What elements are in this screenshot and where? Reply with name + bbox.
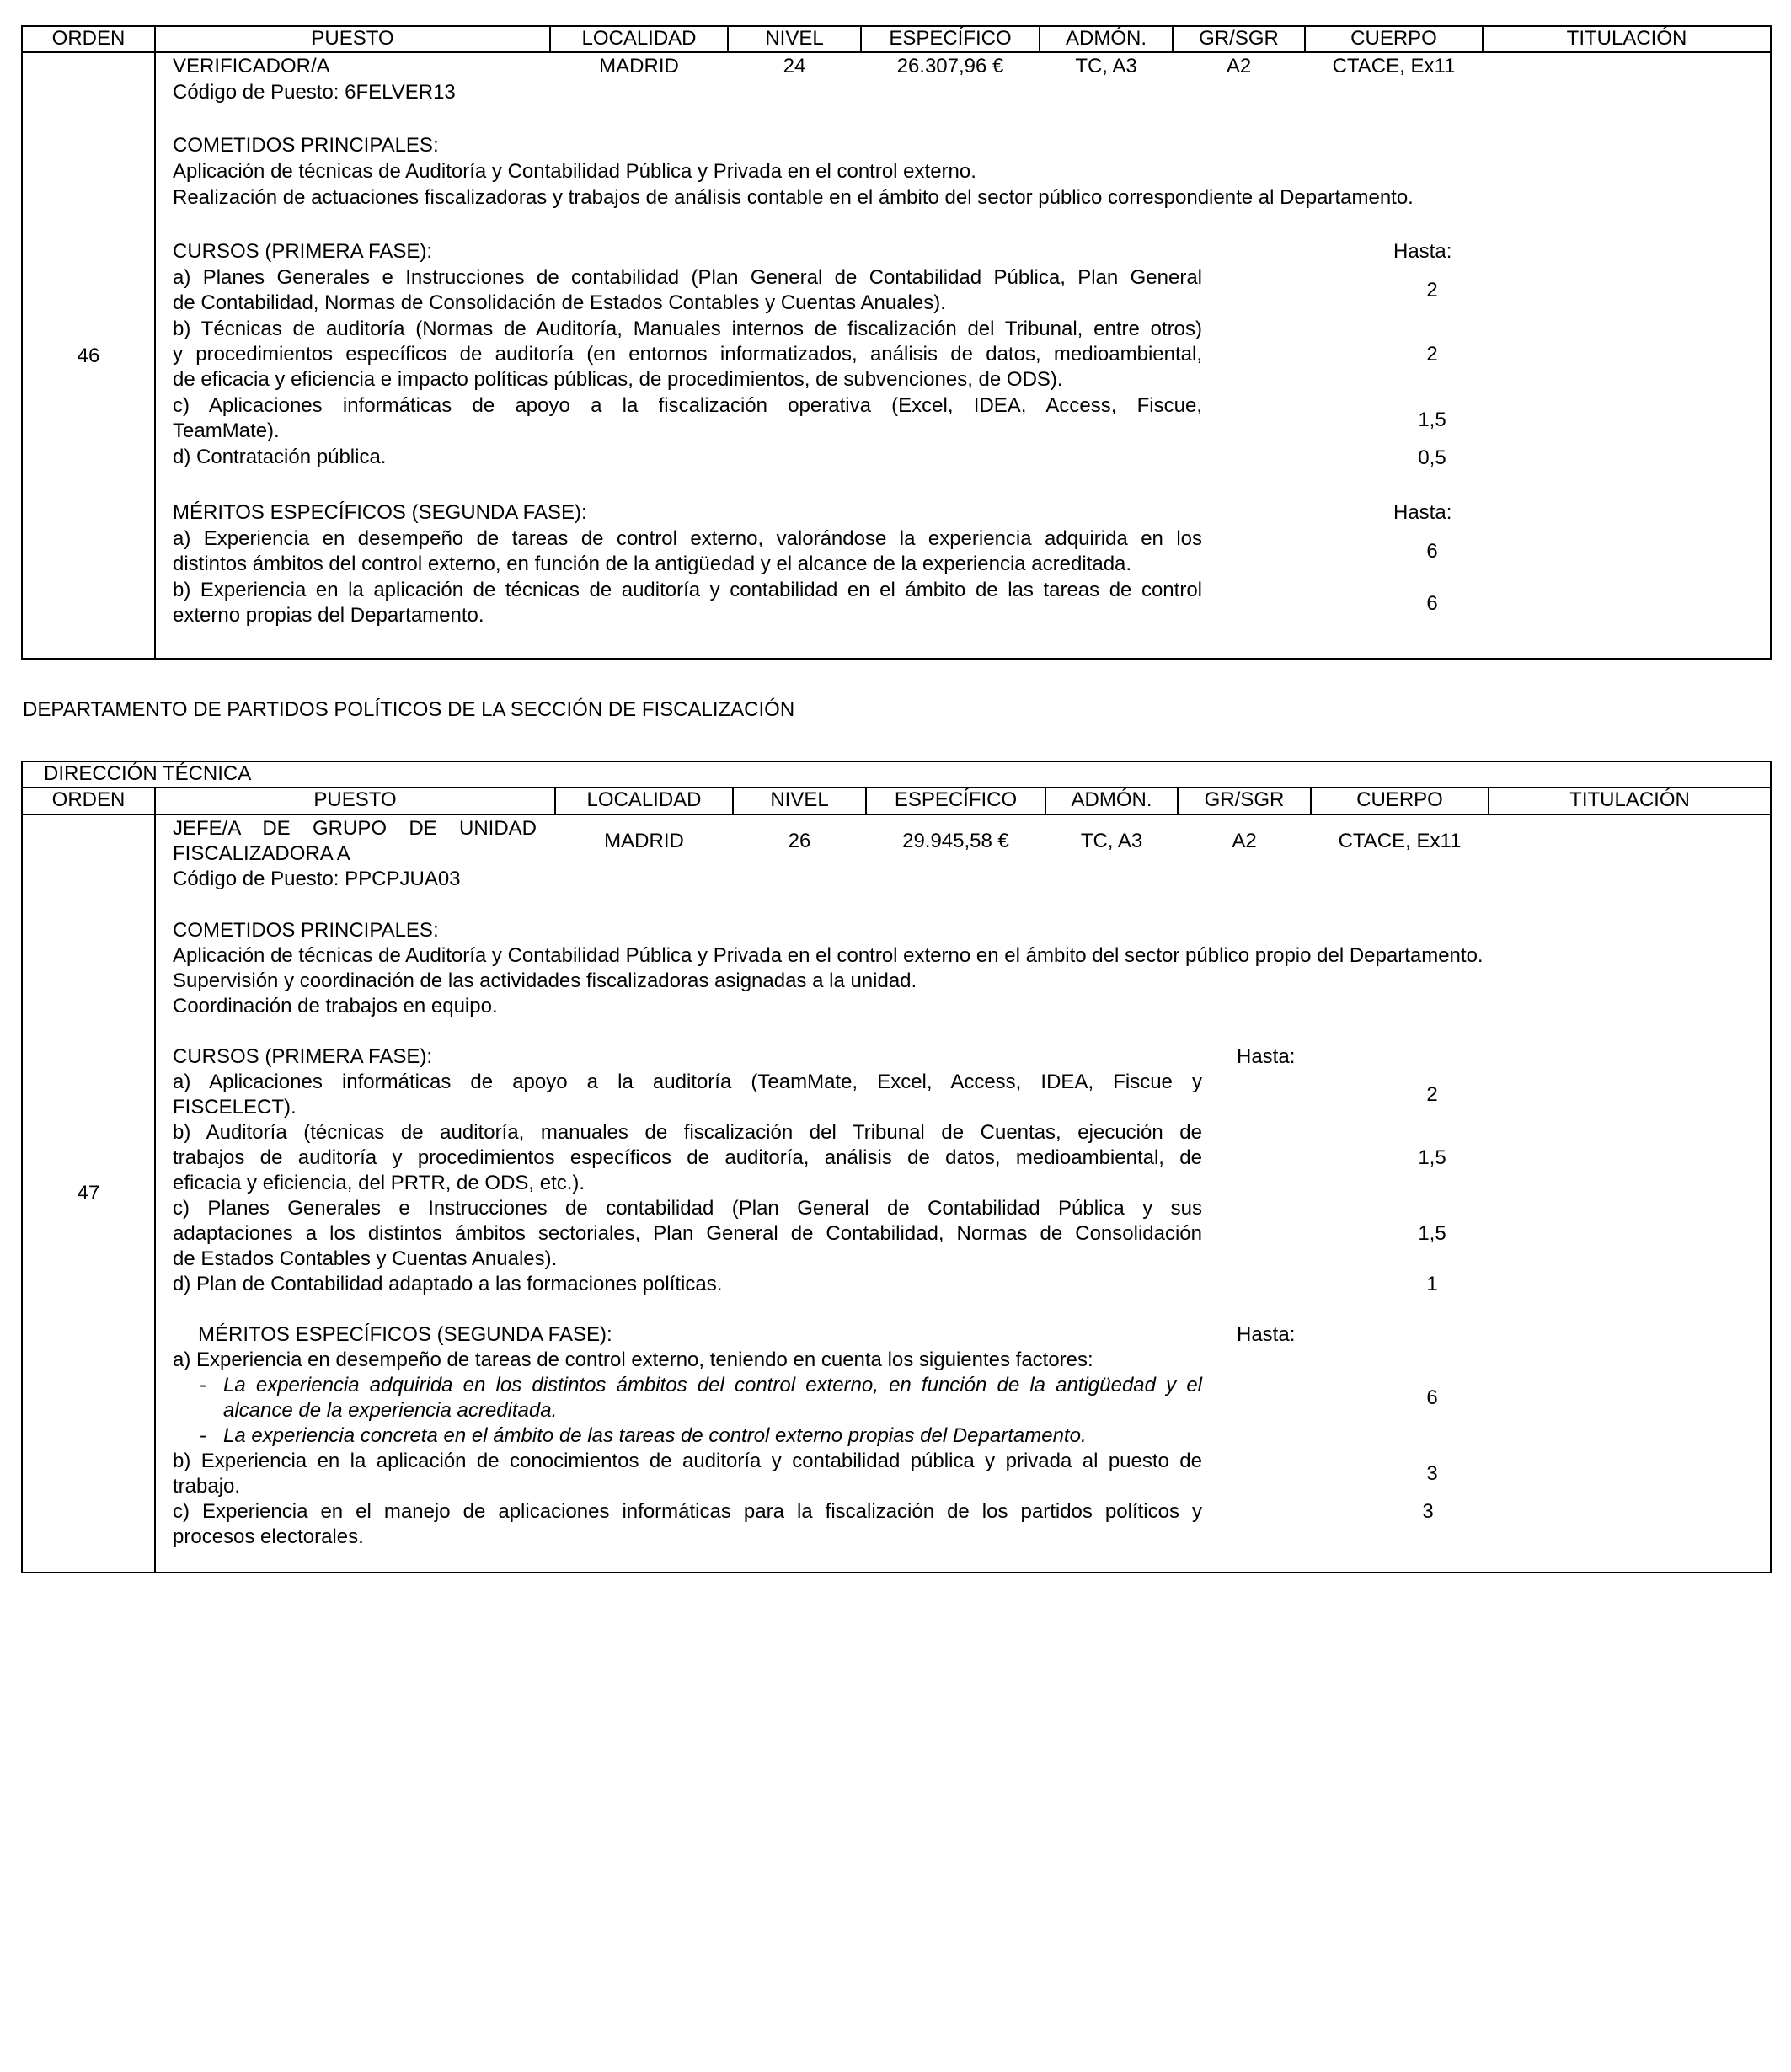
grupo-value: A2 [1232,830,1257,852]
puesto-name: VERIFICADOR/A [173,55,330,77]
hasta-label: Hasta: [1237,1323,1296,1346]
merito-score: 3 [1426,1462,1438,1485]
header-titulacion: TITULACIÓN [1569,788,1690,811]
puesto-code: Código de Puesto: PPCPJUA03 [173,868,461,890]
orden-number: 47 [77,1182,100,1204]
cometido-item: Coordinación de trabajos en equipo. [173,995,498,1017]
cuerpo-value: CTACE, Ex11 [1338,830,1462,852]
curso-line: FISCELECT). [173,1096,297,1119]
curso-score: 2 [1426,343,1438,366]
merito-line: b) Experiencia en la aplicación de conocimientos de auditoría y contabilidad pública y privada al puesto de [173,1450,1202,1472]
header-cuerpo: CUERPO [1356,788,1443,811]
merito-line: trabajo. [173,1475,241,1498]
admon-value: TC, A3 [1075,55,1137,77]
header-admon: ADMÓN. [1066,27,1147,50]
localidad-value: MADRID [604,830,684,852]
especifico-value: 29.945,58 € [902,830,1009,852]
nivel-value: 26 [788,830,811,852]
especifico-value: 26.307,96 € [896,55,1004,77]
header-cuerpo: CUERPO [1350,27,1437,50]
hasta-label: Hasta: [1393,501,1452,524]
merito-subitem: La experiencia adquirida en los distintos ámbitos del control externo, en función de la antigüedad y el [223,1374,1202,1396]
header-orden: ORDEN [51,27,126,50]
curso-line: a) Aplicaciones informáticas de apoyo a la auditoría (TeamMate, Excel, Access, IDEA, Fiscue y [173,1071,1202,1093]
nivel-value: 24 [783,55,806,77]
merito-score: 6 [1426,1386,1438,1409]
merito-score: 3 [1422,1500,1434,1523]
cursos-title: CURSOS (PRIMERA FASE): [173,1045,433,1068]
curso-line: c) Aplicaciones informáticas de apoyo a la fiscalización operativa (Excel, IDEA, Access, Fiscue, [173,394,1202,417]
header-localidad: LOCALIDAD [586,788,702,811]
header-admon: ADMÓN. [1071,788,1152,811]
header-especifico: ESPECÍFICO [889,27,1012,50]
merito-subitem: La experiencia concreta en el ámbito de las tareas de control externo propias del Departamento. [223,1424,1087,1447]
curso-score: 0,5 [1418,446,1446,469]
admon-value: TC, A3 [1080,830,1143,852]
merito-score: 6 [1426,592,1438,615]
merito-subitem: alcance de la experiencia acreditada. [223,1399,558,1422]
curso-line: adaptaciones a los distintos ámbitos sectoriales, Plan General de Contabilidad, Normas de Consolidación [173,1222,1202,1245]
bullet-dash: - [200,1424,206,1447]
localidad-value: MADRID [599,55,679,77]
merito-line: distintos ámbitos del control externo, en función de la antigüedad y el alcance de la experiencia acreditada. [173,553,1132,575]
curso-line: d) Plan de Contabilidad adaptado a las formaciones políticas. [173,1273,723,1295]
curso-score: 2 [1426,279,1438,302]
cometidos-title: COMETIDOS PRINCIPALES: [173,134,439,157]
cometidos-title: COMETIDOS PRINCIPALES: [173,919,439,942]
cometido-item: Aplicación de técnicas de Auditoría y Contabilidad Pública y Privada en el control externo. [173,160,976,183]
curso-line: TeamMate). [173,419,280,442]
curso-score: 1,5 [1418,1146,1446,1169]
curso-line: a) Planes Generales e Instrucciones de contabilidad (Plan General de Contabilidad Pública, Plan General [173,266,1202,289]
merito-line: procesos electorales. [173,1525,364,1548]
meritos-title: MÉRITOS ESPECÍFICOS (SEGUNDA FASE): [198,1323,612,1346]
curso-line: de Contabilidad, Normas de Consolidación de Estados Contables y Cuentas Anuales). [173,291,946,314]
hasta-label: Hasta: [1237,1045,1296,1068]
header-especifico: ESPECÍFICO [894,788,1018,811]
cuerpo-value: CTACE, Ex11 [1332,55,1456,77]
curso-line: de Estados Contables y Cuentas Anuales). [173,1247,558,1270]
header-grupo: GR/SGR [1204,788,1285,811]
hasta-label: Hasta: [1393,240,1452,263]
header-orden: ORDEN [51,788,126,811]
grupo-value: A2 [1226,55,1252,77]
curso-line: b) Técnicas de auditoría (Normas de Auditoría, Manuales internos de fiscalización del Tribunal, entre otros) [173,318,1202,340]
bullet-dash: - [200,1374,206,1396]
header-localidad: LOCALIDAD [581,27,697,50]
puesto-name: JEFE/A DE GRUPO DE UNIDAD [173,817,537,840]
merito-line: b) Experiencia en la aplicación de técnicas de auditoría y contabilidad en el ámbito de las tareas de control [173,579,1202,601]
header-nivel: NIVEL [770,788,829,811]
header-nivel: NIVEL [765,27,824,50]
orden-number: 46 [77,344,100,367]
curso-line: de eficacia y eficiencia e impacto políticas públicas, de procedimientos, de subvenciones, de ODS). [173,368,1063,391]
curso-line: d) Contratación pública. [173,446,387,468]
curso-line: eficacia y eficiencia, del PRTR, de ODS, etc.). [173,1172,585,1194]
subsection-title: DIRECCIÓN TÉCNICA [44,762,252,785]
merito-line: externo propias del Departamento. [173,604,484,627]
curso-line: c) Planes Generales e Instrucciones de contabilidad (Plan General de Contabilidad Pública y sus [173,1197,1202,1220]
merito-line: a) Experiencia en desempeño de tareas de control externo, teniendo en cuenta los siguientes factores: [173,1348,1093,1371]
puesto-name: FISCALIZADORA A [173,842,350,865]
merito-line: c) Experiencia en el manejo de aplicaciones informáticas para la fiscalización de los partidos políticos y [173,1500,1202,1523]
cometido-item: Supervisión y coordinación de las actividades fiscalizadoras asignadas a la unidad. [173,969,917,992]
merito-score: 6 [1426,540,1438,563]
puesto-code: Código de Puesto: 6FELVER13 [173,81,456,104]
curso-score: 1 [1426,1273,1438,1295]
cometido-item: Realización de actuaciones fiscalizadoras y trabajos de análisis contable en el ámbito del sector público correspondiente al Departamento. [173,186,1414,209]
curso-score: 1,5 [1418,409,1446,431]
header-titulacion: TITULACIÓN [1566,27,1687,50]
curso-score: 1,5 [1418,1222,1446,1245]
curso-line: y procedimientos específicos de auditoría (en entornos informatizados, análisis de datos, medioambiental, [173,343,1202,366]
meritos-title: MÉRITOS ESPECÍFICOS (SEGUNDA FASE): [173,501,587,524]
header-grupo: GR/SGR [1199,27,1279,50]
curso-score: 2 [1426,1083,1438,1106]
section-title: DEPARTAMENTO DE PARTIDOS POLÍTICOS DE LA SECCIÓN DE FISCALIZACIÓN [23,698,795,721]
header-puesto: PUESTO [311,27,394,50]
cursos-title: CURSOS (PRIMERA FASE): [173,240,433,263]
header-puesto: PUESTO [313,788,397,811]
cometido-item: Aplicación de técnicas de Auditoría y Contabilidad Pública y Privada en el control externo en el ámbito del sector público propio del Departamento. [173,944,1484,967]
curso-line: b) Auditoría (técnicas de auditoría, manuales de fiscalización del Tribunal de Cuentas, ejecución de [173,1121,1202,1144]
curso-line: trabajos de auditoría y procedimientos específicos de auditoría, análisis de datos, medioambiental, de [173,1146,1202,1169]
merito-line: a) Experiencia en desempeño de tareas de control externo, valorándose la experiencia adquirida en los [173,527,1202,550]
